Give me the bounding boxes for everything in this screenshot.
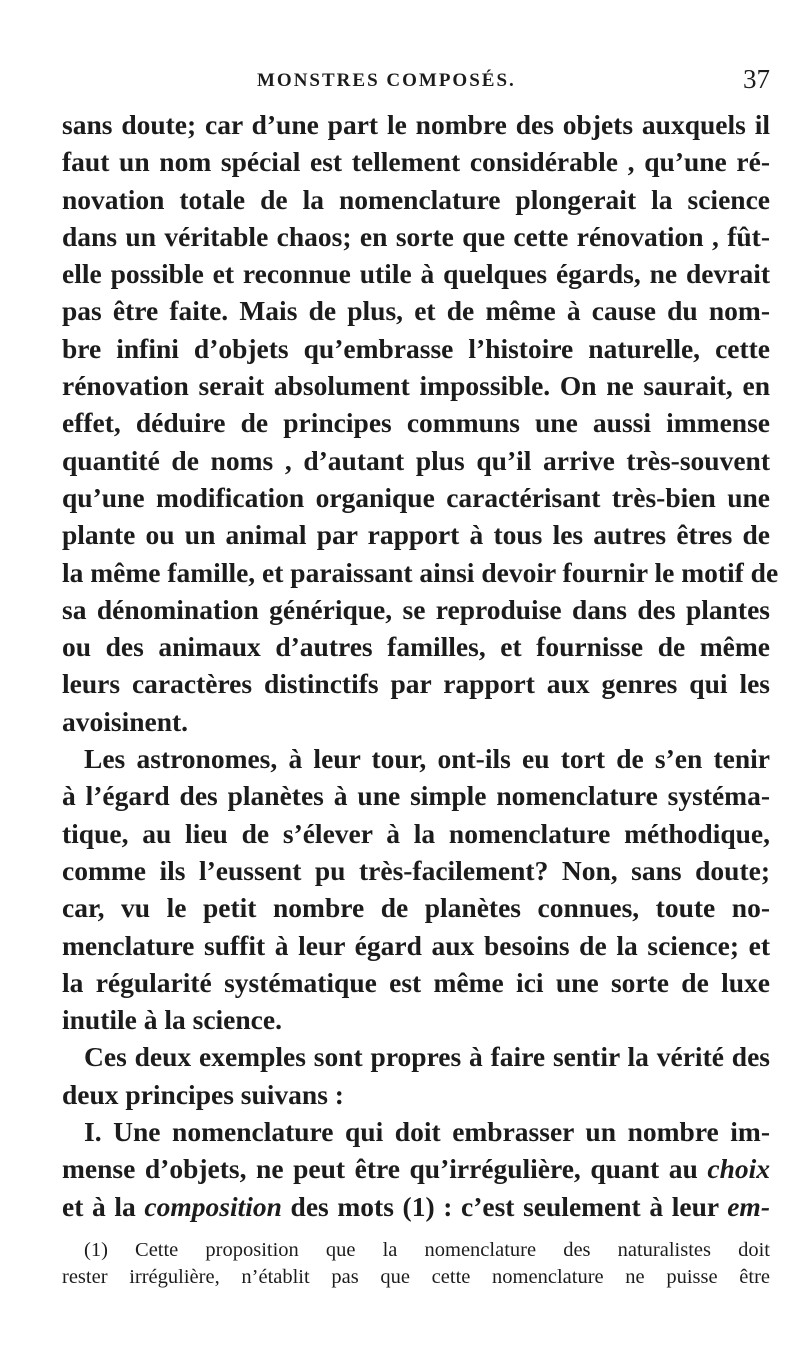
paragraph-2	[62, 740, 770, 1038]
text-line: qu’une modification organique caractérisant très-bien une	[62, 481, 770, 513]
text-line: Les astronomes, à leur tour, ont-ils eu tort de s’en tenir	[84, 743, 770, 775]
italic-term-em: em-	[727, 1190, 770, 1222]
text-line: inutile à la science.	[62, 1004, 282, 1036]
text-line: elle possible et reconnue utile à quelques égards, ne devrait	[62, 258, 770, 290]
italic-term-composition: composition	[144, 1190, 282, 1222]
italic-term-choix: choix	[707, 1153, 770, 1185]
text-line: la même famille, et paraissant ainsi devoir fournir le motif de	[62, 556, 779, 588]
paragraph-1	[62, 106, 779, 740]
text-run: des mots (1) : c’est seulement à leur	[281, 1190, 728, 1222]
body-text	[62, 106, 779, 1225]
text-run: mense d’objets, ne peut être qu’irrégulière, quant au	[62, 1153, 708, 1185]
text-line: tique, au lieu de s’élever à la nomenclature méthodique,	[62, 817, 770, 849]
text-line: quantité de noms , d’autant plus qu’il arrive très-souvent	[62, 444, 770, 476]
footnote	[62, 1237, 770, 1291]
text-line: effet, déduire de principes communs une aussi immense	[62, 407, 770, 439]
text-line: la régularité systématique est même ici une sorte de luxe	[62, 966, 770, 998]
text-line: menclature suffit à leur égard aux besoins de la science; et	[62, 929, 770, 961]
text-run: et à la	[62, 1190, 145, 1222]
text-line: novation totale de la nomenclature plongerait la science	[62, 183, 770, 215]
text-line: ou des animaux d’autres familles, et fournisse de même	[62, 631, 770, 663]
book-page	[62, 64, 779, 1291]
text-line: car, vu le petit nombre de planètes connues, toute no-	[62, 892, 770, 924]
text-line	[62, 1188, 770, 1225]
text-line: Ces deux exemples sont propres à faire sentir la vérité des	[84, 1041, 770, 1073]
footnote-line: (1) Cette proposition que la nomenclature des naturalistes doit	[84, 1238, 770, 1261]
text-line: deux principes suivans :	[62, 1078, 344, 1110]
text-line: I. Une nomenclature qui doit embrasser un nombre im-	[84, 1116, 770, 1148]
text-line: bre infini d’objets qu’embrasse l’histoire naturelle, cette	[62, 332, 770, 364]
running-title: MONSTRES COMPOSÉS.	[257, 70, 516, 91]
text-line: comme ils l’eussent pu très-facilement? Non, sans doute;	[62, 854, 770, 886]
text-line: pas être faite. Mais de plus, et de même à cause du nom-	[62, 295, 770, 327]
text-line: plante ou un animal par rapport à tous les autres êtres de	[62, 519, 770, 551]
text-line: avoisinent.	[62, 705, 189, 737]
footnote-line: rester irrégulière, n’établit pas que cette nomenclature ne puisse être	[62, 1265, 770, 1288]
text-line: dans un véritable chaos; en sorte que cette rénovation , fût-	[62, 220, 770, 252]
paragraph-3	[62, 1038, 770, 1113]
running-head	[62, 64, 770, 106]
text-line: sans doute; car d’une part le nombre des objets auxquels il	[62, 109, 770, 140]
principle-one	[62, 1113, 770, 1225]
page-number: 37	[743, 64, 770, 94]
text-line: leurs caractères distinctifs par rapport aux genres qui les	[62, 668, 770, 700]
text-line: faut un nom spécial est tellement considérable , qu’une ré-	[62, 146, 770, 178]
text-line: sa dénomination générique, se reproduise dans des plantes	[62, 593, 770, 625]
text-line: rénovation serait absolument impossible. On ne saurait, en	[62, 370, 770, 402]
text-line: à l’égard des planètes à une simple nomenclature systéma-	[62, 780, 770, 812]
text-line	[62, 1150, 770, 1187]
